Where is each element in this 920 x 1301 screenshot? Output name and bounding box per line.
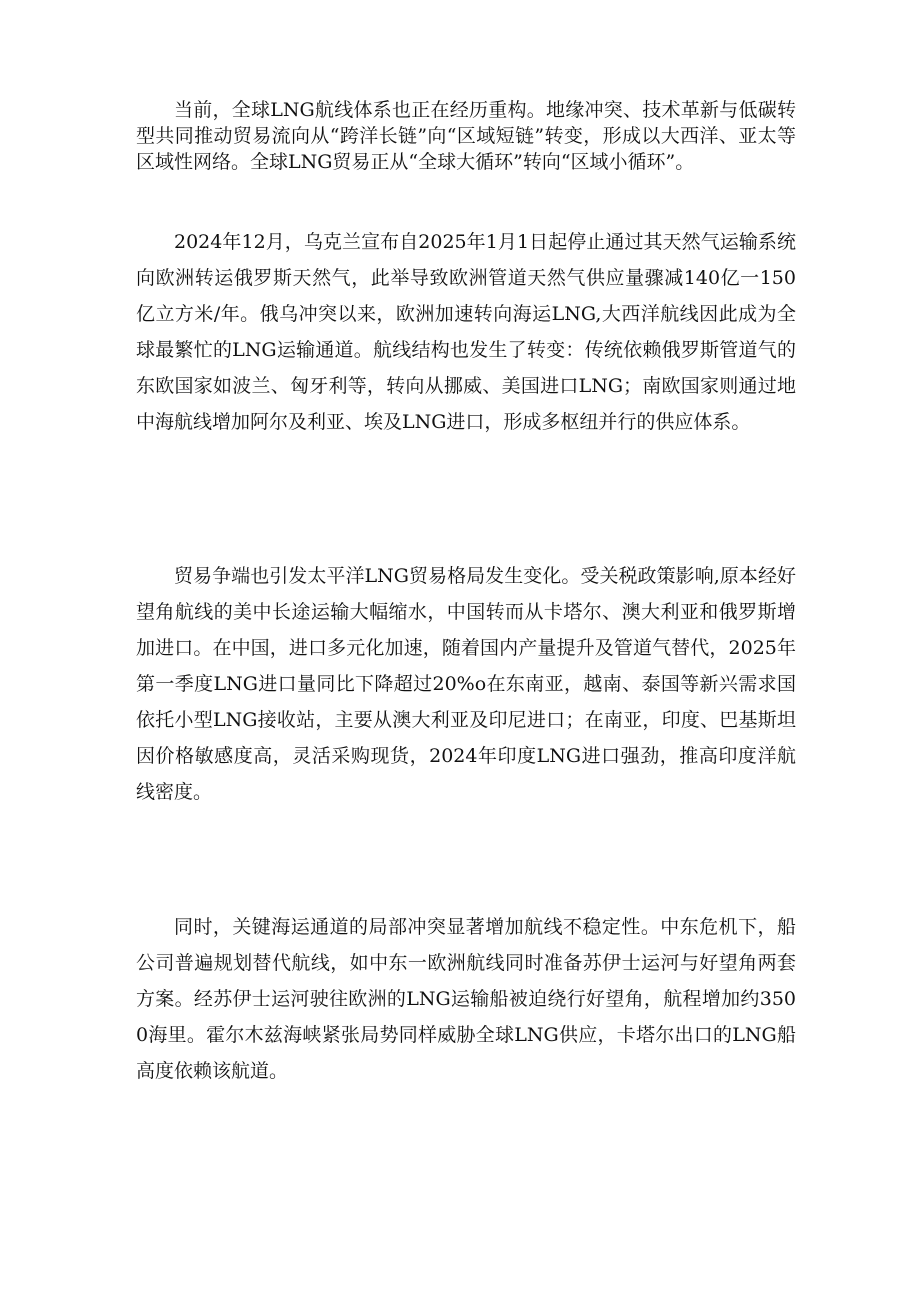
paragraph-ukraine-gas-transit: 2024年12月，乌克兰宣布自2025年1月1日起停止通过其天然气运输系统向欧洲转运俄罗斯天然气，此举导致欧洲管道天然气供应量骤减140亿一150亿立方米/年。俄乌冲突以来，欧洲加速转向海运LNG,大西洋航线因此成为全球最繁忙的LNG运输通道。航线结构也发生了转变：传统依赖俄罗斯管道气的东欧国家如波兰、匈牙利等，转向从挪威、美国进口LNG；南欧国家则通过地中海航线增加阿尔及利亚、埃及LNG进口，形成多枢纽并行的供应体系。 <box>136 231 796 433</box>
paragraph-lng-route-restructuring: 当前，全球LNG航线体系也正在经历重构。地缘冲突、技术革新与低碳转型共同推动贸易流向从“跨洋长链”向“区域短链”转变，形成以大西洋、亚太等区域性网络。全球LNG贸易正从“全球大循环”转向“区域小循环”。 <box>136 99 796 173</box>
paragraph-pacific-trade-shift: 贸易争端也引发太平洋LNG贸易格局发生变化。受关税政策影响,原本经好望角航线的美中长途运输大幅缩水，中国转而从卡塔尔、澳大利亚和俄罗斯增加进口。在中国，进口多元化加速，随着国内产量提升及管道气替代，2025年第一季度LNG进口量同比下降超过20%o在东南亚，越南、泰国等新兴需求国依托小型LNG接收站，主要从澳大利亚及印尼进口；在南亚，印度、巴基斯坦因价格敏感度高，灵活采购现货，2024年印度LNG进口强劲，推高印度洋航线密度。 <box>136 565 796 803</box>
paragraph-shipping-chokepoints: 同时，关键海运通道的局部冲突显著增加航线不稳定性。中东危机下，船公司普遍规划替代航线，如中东一欧洲航线同时准备苏伊士运河与好望角两套方案。经苏伊士运河驶往欧洲的LNG运输船被迫绕行好望角，航程增加约3500海里。霍尔木兹海峡紧张局势同样威胁全球LNG供应，卡塔尔出口的LNG船高度依赖该航道。 <box>136 916 796 1082</box>
